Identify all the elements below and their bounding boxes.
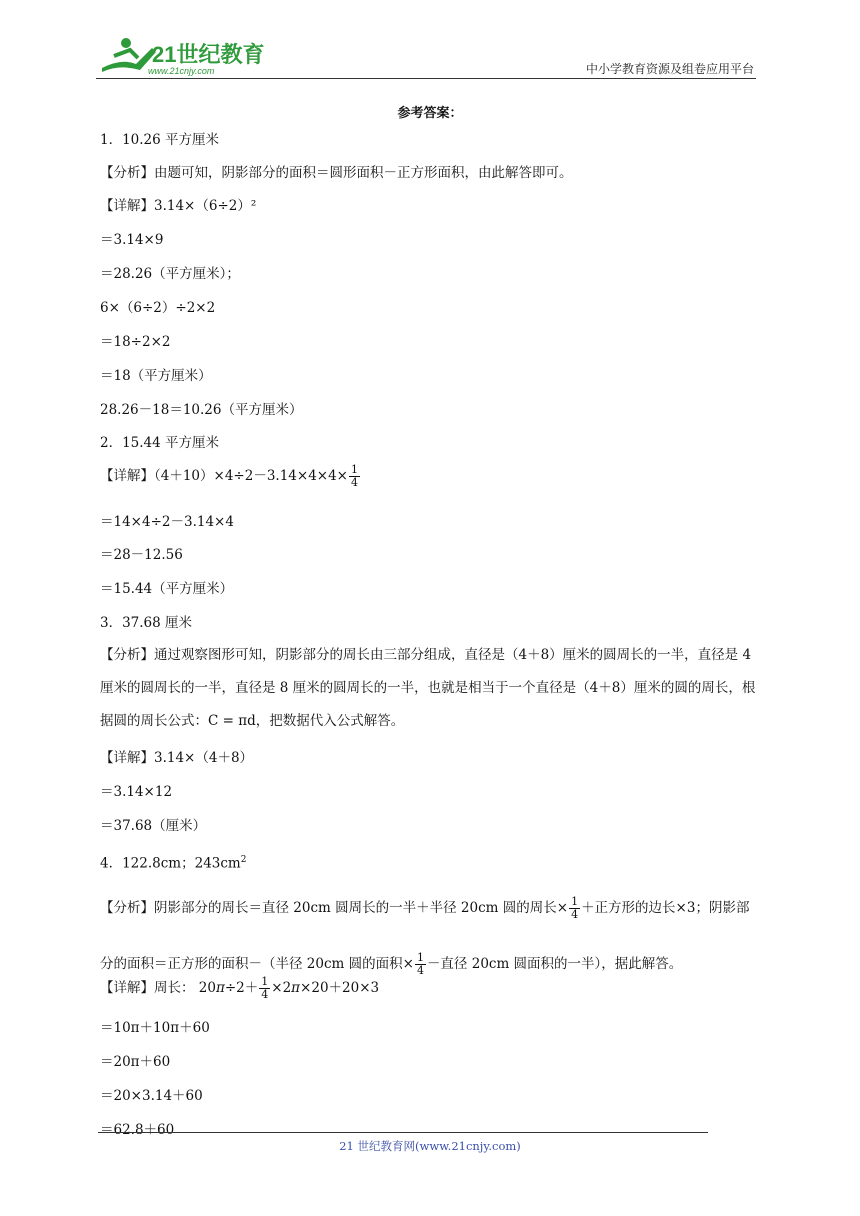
q2-detail-text: 【详解】（4＋10）×4÷2－3.14×4×4×: [100, 468, 348, 484]
q4-detail-line: ＝20π＋60: [100, 1054, 171, 1070]
q4-detail: 【详解】周长： 20π÷2＋ $\frac{1}{4}$ ×2π×20＋20×3: [100, 975, 380, 1001]
q1-detail-line: 6×（6÷2）÷2×2: [100, 300, 216, 316]
q1-detail-line: ＝28.26（平方厘米）；: [100, 266, 240, 282]
q2-detail-line: ＝28－12.56: [100, 547, 183, 563]
q1-detail-line: ＝18÷2×2: [100, 334, 171, 350]
q1-answer: 1．10.26 平方厘米: [100, 132, 220, 148]
q4-detail-line: ＝62.8＋60: [100, 1122, 175, 1138]
platform-name: 中小学教育资源及组卷应用平台: [585, 62, 754, 76]
q1-detail-line: 【详解】3.14×（6÷2）²: [100, 198, 257, 214]
fraction: $\frac{1}{4}$: [571, 895, 579, 921]
q4-detail-line: ＝20×3.14＋60: [100, 1088, 203, 1104]
q1-analysis: 【分析】由题可知，阴影部分的面积＝圆形面积－正方形面积，由此解答即可。: [100, 165, 573, 181]
q2-detail-line: ＝15.44（平方厘米）: [100, 581, 234, 597]
footer-divider: [98, 1132, 708, 1133]
q3-analysis: 【分析】通过观察图形可知，阴影部分的周长由三部分组成，直径是（4＋8）厘米的圆周长的一半，直径是 4 厘米的圆周长的一半，直径是 8 厘米的圆周长的一半，也就是相当于一个直径是（4＋8）厘米的圆的周长，根据圆的周长公式：C = πd，把数据代入公式解答。: [100, 647, 756, 729]
q1-detail-line: 28.26－18＝10.26（平方厘米）: [100, 402, 303, 418]
svg-text:21世纪教育: 21世纪教育: [152, 42, 265, 67]
page-title: 参考答案：: [397, 106, 463, 121]
q1-detail-line: ＝3.14×9: [100, 232, 164, 248]
q2-answer: 2．15.44 平方厘米: [100, 435, 220, 451]
footer-link[interactable]: 21 世纪教育网(www.21cnjy.com): [339, 1139, 521, 1153]
site-logo: [96, 34, 266, 78]
svg-text:www.21cnjy.com: www.21cnjy.com: [148, 66, 215, 76]
q4-analysis: 【分析】阴影部分的周长＝直径 20cm 圆周长的一半＋半径 20cm 圆的周长× $\frac{1}{4}$ ＋正方形的边长×3；阴影部分的面积＝正方形的面积－（半径 20cm 圆的面积× $\frac{1}{4}$ －直径 20cm 圆面积的一半），据此解答。: [100, 895, 750, 977]
q3-detail-line: ＝37.68（厘米）: [100, 818, 207, 834]
page-header: [96, 34, 756, 80]
fraction: $\frac{1}{4}$: [416, 951, 424, 977]
q4-detail-line: ＝10π＋10π＋60: [100, 1020, 210, 1036]
fraction: $\frac{1}{4}$: [351, 463, 358, 489]
q2-detail: [100, 464, 361, 489]
fraction: $\frac{1}{4}$: [261, 975, 269, 1001]
q3-detail-line: ＝3.14×12: [100, 784, 173, 800]
q3-detail-line: 【详解】3.14×（4＋8）: [100, 750, 254, 766]
q1-detail-line: ＝18（平方厘米）: [100, 368, 212, 384]
q3-answer: 3．37.68 厘米: [100, 615, 193, 631]
q2-detail-line: ＝14×4÷2－3.14×4: [100, 514, 234, 530]
header-divider: [96, 78, 756, 79]
q4-answer: 4．122.8cm；$243cm^2$: [100, 855, 247, 872]
